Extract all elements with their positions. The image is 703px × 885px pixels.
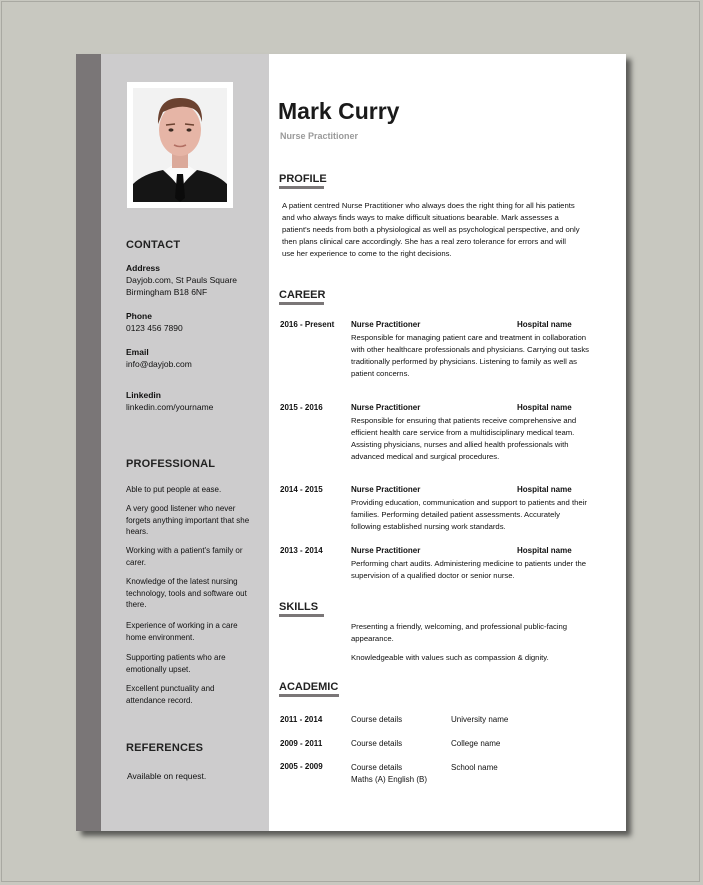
academic-institution: University name [451, 715, 509, 724]
job-description: Responsible for managing patient care and treatment in collaboration with other healthcare professionals and physicians. Carrying out tasks traditionally performed by physicians. Listening to family as well as patient concerns. [351, 333, 590, 378]
job-employer: Hospital name [517, 320, 572, 329]
job-dates: 2014 - 2015 [280, 485, 323, 494]
professional-item: Experience of working in a care home environment. [126, 621, 238, 642]
job-dates: 2016 - Present [280, 320, 335, 329]
academic-institution: School name [451, 763, 498, 772]
professional-item: Knowledge of the latest nursing technology, tools and software out there. [126, 577, 247, 609]
job-title: Nurse Practitioner [351, 485, 421, 494]
skill-item: Knowledgeable with values such as compassion & dignity. [351, 653, 549, 662]
address-line-2: Birmingham B18 6NF [126, 287, 208, 297]
job-description: Providing education, communication and support to patients and their families. Performing detailed patient assessments. Accurately following established nursing work standards. [351, 498, 587, 531]
professional-item: Working with a patient's family or carer. [126, 546, 243, 567]
references-heading: REFERENCES [126, 742, 204, 754]
job-dates: 2015 - 2016 [280, 403, 323, 412]
linkedin-value[interactable]: linkedin.com/yourname [126, 402, 214, 412]
academic-institution: College name [451, 739, 501, 748]
address-line-1: Dayjob.com, St Pauls Square [126, 275, 238, 285]
candidate-role: Nurse Practitioner [280, 131, 359, 141]
job-title: Nurse Practitioner [351, 320, 421, 329]
section-rule [279, 614, 324, 617]
academic-course: Course details [351, 715, 403, 724]
skill-item: Presenting a friendly, welcoming, and professional public-facing appearance. [351, 622, 568, 643]
profile-photo [127, 82, 233, 208]
phone-value: 0123 456 7890 [126, 323, 183, 333]
skills-heading: SKILLS [279, 601, 319, 613]
job-employer: Hospital name [517, 546, 572, 555]
section-rule [279, 302, 324, 305]
portrait-image [133, 88, 227, 202]
professional-item: A very good listener who never forgets anything important that she hears. [126, 504, 250, 536]
job-employer: Hospital name [517, 485, 572, 494]
professional-item: Supporting patients who are emotionally upset. [126, 653, 226, 674]
academic-dates: 2005 - 2009 [280, 762, 323, 771]
candidate-name: Mark Curry [278, 98, 400, 124]
professional-item: Excellent punctuality and attendance record. [126, 684, 215, 705]
sidebar [101, 54, 269, 831]
email-label: Email [126, 347, 149, 357]
job-title: Nurse Practitioner [351, 403, 421, 412]
job-dates: 2013 - 2014 [280, 546, 323, 555]
academic-dates: 2009 - 2011 [280, 739, 323, 748]
references-text: Available on request. [127, 771, 207, 781]
contact-heading: CONTACT [126, 239, 181, 251]
academic-heading: ACADEMIC [279, 681, 339, 693]
email-value[interactable]: info@dayjob.com [126, 359, 192, 369]
section-rule [279, 694, 339, 697]
professional-heading: PROFESSIONAL [126, 458, 216, 470]
professional-item: Able to put people at ease. [126, 485, 222, 494]
job-title: Nurse Practitioner [351, 546, 421, 555]
academic-course: Course details [351, 739, 403, 748]
job-description: Performing chart audits. Administering medicine to patients under the supervision of a qualified doctor or senior nurse. [351, 559, 587, 580]
section-rule [279, 186, 324, 189]
profile-text: A patient centred Nurse Practitioner who always does the right thing for all his patients and who always finds ways to make difficult situations bearable. Mark assesses a patient's needs from both a physiological as well as psychological perspective, and only then plans clinical care accordingly. She has a real zero tolerance for errors and will use her experience to come to the right decisions. [282, 201, 580, 258]
address-label: Address [126, 263, 161, 273]
job-employer: Hospital name [517, 403, 572, 412]
cv-page [76, 54, 626, 831]
accent-bar [76, 54, 101, 831]
career-heading: CAREER [279, 289, 326, 301]
job-description: Responsible for ensuring that patients receive comprehensive and efficient health care service from a multidisciplinary medical team. Assisting physicians, nurses and allied health professionals with advanced medical and surgical procedures. [351, 416, 577, 461]
phone-label: Phone [126, 311, 152, 321]
academic-grades: Maths (A) English (B) [351, 775, 428, 784]
profile-heading: PROFILE [279, 173, 327, 185]
academic-course: Course details [351, 763, 403, 772]
academic-dates: 2011 - 2014 [280, 715, 323, 724]
linkedin-label: Linkedin [126, 390, 161, 400]
